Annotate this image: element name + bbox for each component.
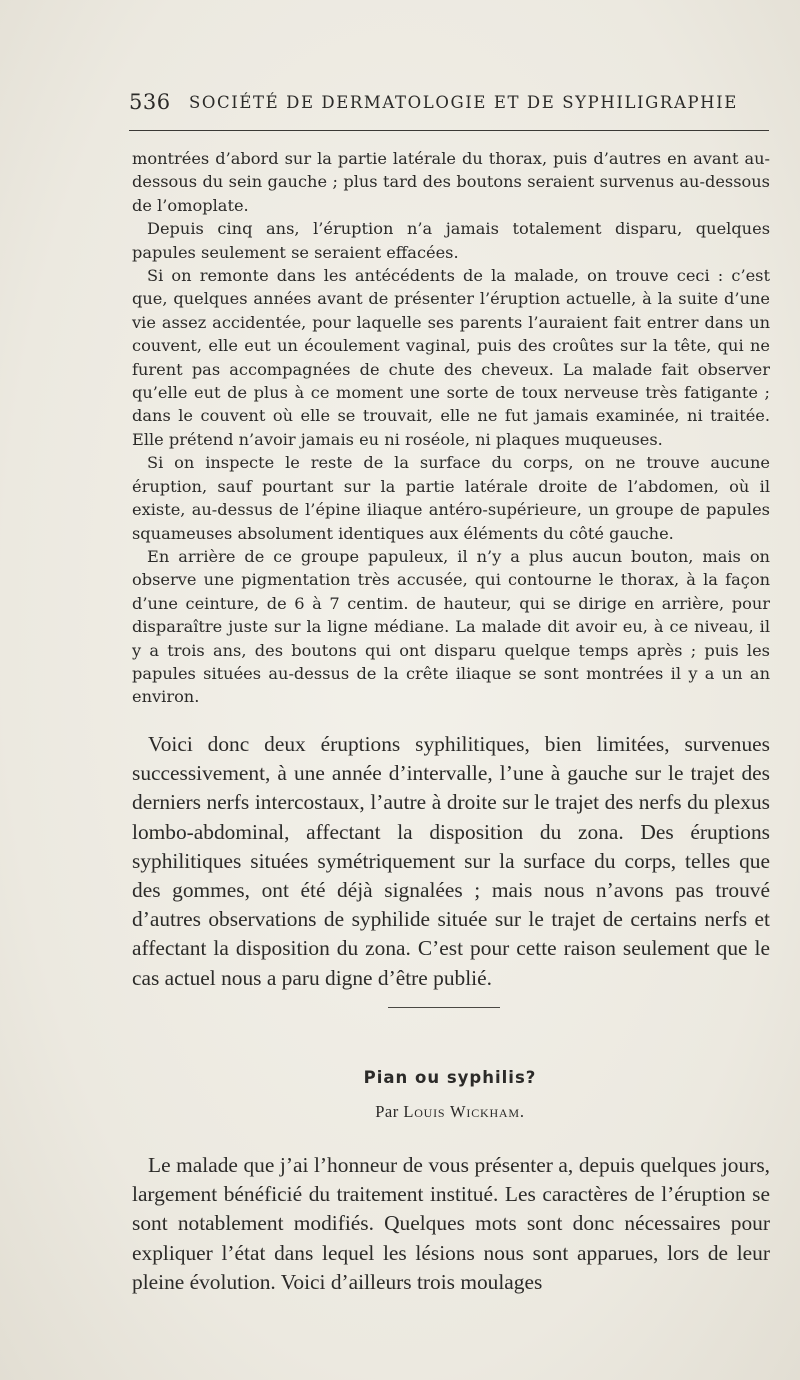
- paragraph: montrées d’abord sur la partie latérale du thorax, puis d’autres en avant au-dessous du sein gauche ; plus tard des boutons seraient survenus au-dessous de l’omoplate.: [132, 149, 770, 215]
- case-report-text: [132, 147, 770, 709]
- paragraph: Voici donc deux éruptions syphilitiques, bien limitées, survenues successivement, à une année d’intervalle, l’une à gauche sur le trajet des derniers nerfs intercostaux, l’autre à droite sur le trajet des nerfs du plexus lombo-abdominal, affectant la disposition du zona. Des éruptions syphilitiques situées symétriquement sur la surface du corps, telles que des gommes, ont été déjà signalées ; mais nous n’avons pas trouvé d’autres observations de syphilide située sur le trajet de certains nerfs et affectant la disposition du zona. C’est pour cette raison seulement que le cas actuel nous a paru digne d’être publié.: [132, 732, 770, 990]
- paragraph: Le malade que j’ai l’honneur de vous présenter a, depuis quelques jours, largement bénéficié du traitement institué. Les caractères de l’éruption se sont notablement modifiés. Quelques mots sont donc nécessaires pour expliquer l’état dans lequel les lésions nous sont apparues, lors de leur pleine évolution. Voici d’ailleurs trois moulages: [132, 1153, 770, 1294]
- running-head: SOCIÉTÉ DE DERMATOLOGIE ET DE SYPHILIGRAPHIE: [189, 93, 738, 112]
- article-text: [132, 1151, 770, 1297]
- author-prefix: Par: [375, 1102, 399, 1121]
- page-header: [129, 90, 769, 120]
- article-title: Pian ou syphilis?: [363, 1068, 537, 1087]
- section-separator: [388, 1007, 500, 1008]
- author-name: Louis Wickham.: [403, 1102, 525, 1121]
- paragraph: En arrière de ce groupe papuleux, il n’y a plus aucun bouton, mais on observe une pigmentation très accusée, qui contourne le thorax, à la façon d’une ceinture, de 6 à 7 centim. de hauteur, qui se dirige en arrière, pour disparaître juste sur la ligne médiane. La malade dit avoir eu, à ce niveau, il y a trois ans, des boutons qui ont disparu quelque temps après ; puis les papules situées au-dessus de la crête iliaque se sont montrées il y a un an environ.: [132, 546, 770, 707]
- paragraph: Depuis cinq ans, l’éruption n’a jamais totalement disparu, quelques papules seulement se seraient effacées.: [132, 219, 770, 262]
- header-rule: [129, 130, 769, 131]
- paragraph: Si on inspecte le reste de la surface du corps, on ne trouve aucune éruption, sauf pourtant sur la partie latérale droite de l’abdomen, où il existe, au-dessus de l’épine iliaque antéro-supérieure, un groupe de papules squameuses absolument identiques aux éléments du côté gauche.: [132, 453, 770, 543]
- conclusion-text: [132, 730, 770, 993]
- paragraph: Si on remonte dans les antécédents de la malade, on trouve ceci : c’est que, quelques années avant de présenter l’éruption actuelle, à la suite d’une vie assez accidentée, pour laquelle ses parents l’auraient fait entrer dans un couvent, elle eut un écoulement vaginal, puis des croûtes sur la tête, qui ne furent pas accompagnées de chute des cheveux. La malade fait observer qu’elle eut de plus à ce moment une sorte de toux nerveuse très fatigante ; dans le couvent où elle se trouvait, elle ne fut jamais examinée, ni traitée. Elle prétend n’avoir jamais eu ni roséole, ni plaques muqueuses.: [132, 266, 770, 449]
- article-author: [0, 1102, 800, 1122]
- page-number: 536: [129, 90, 171, 114]
